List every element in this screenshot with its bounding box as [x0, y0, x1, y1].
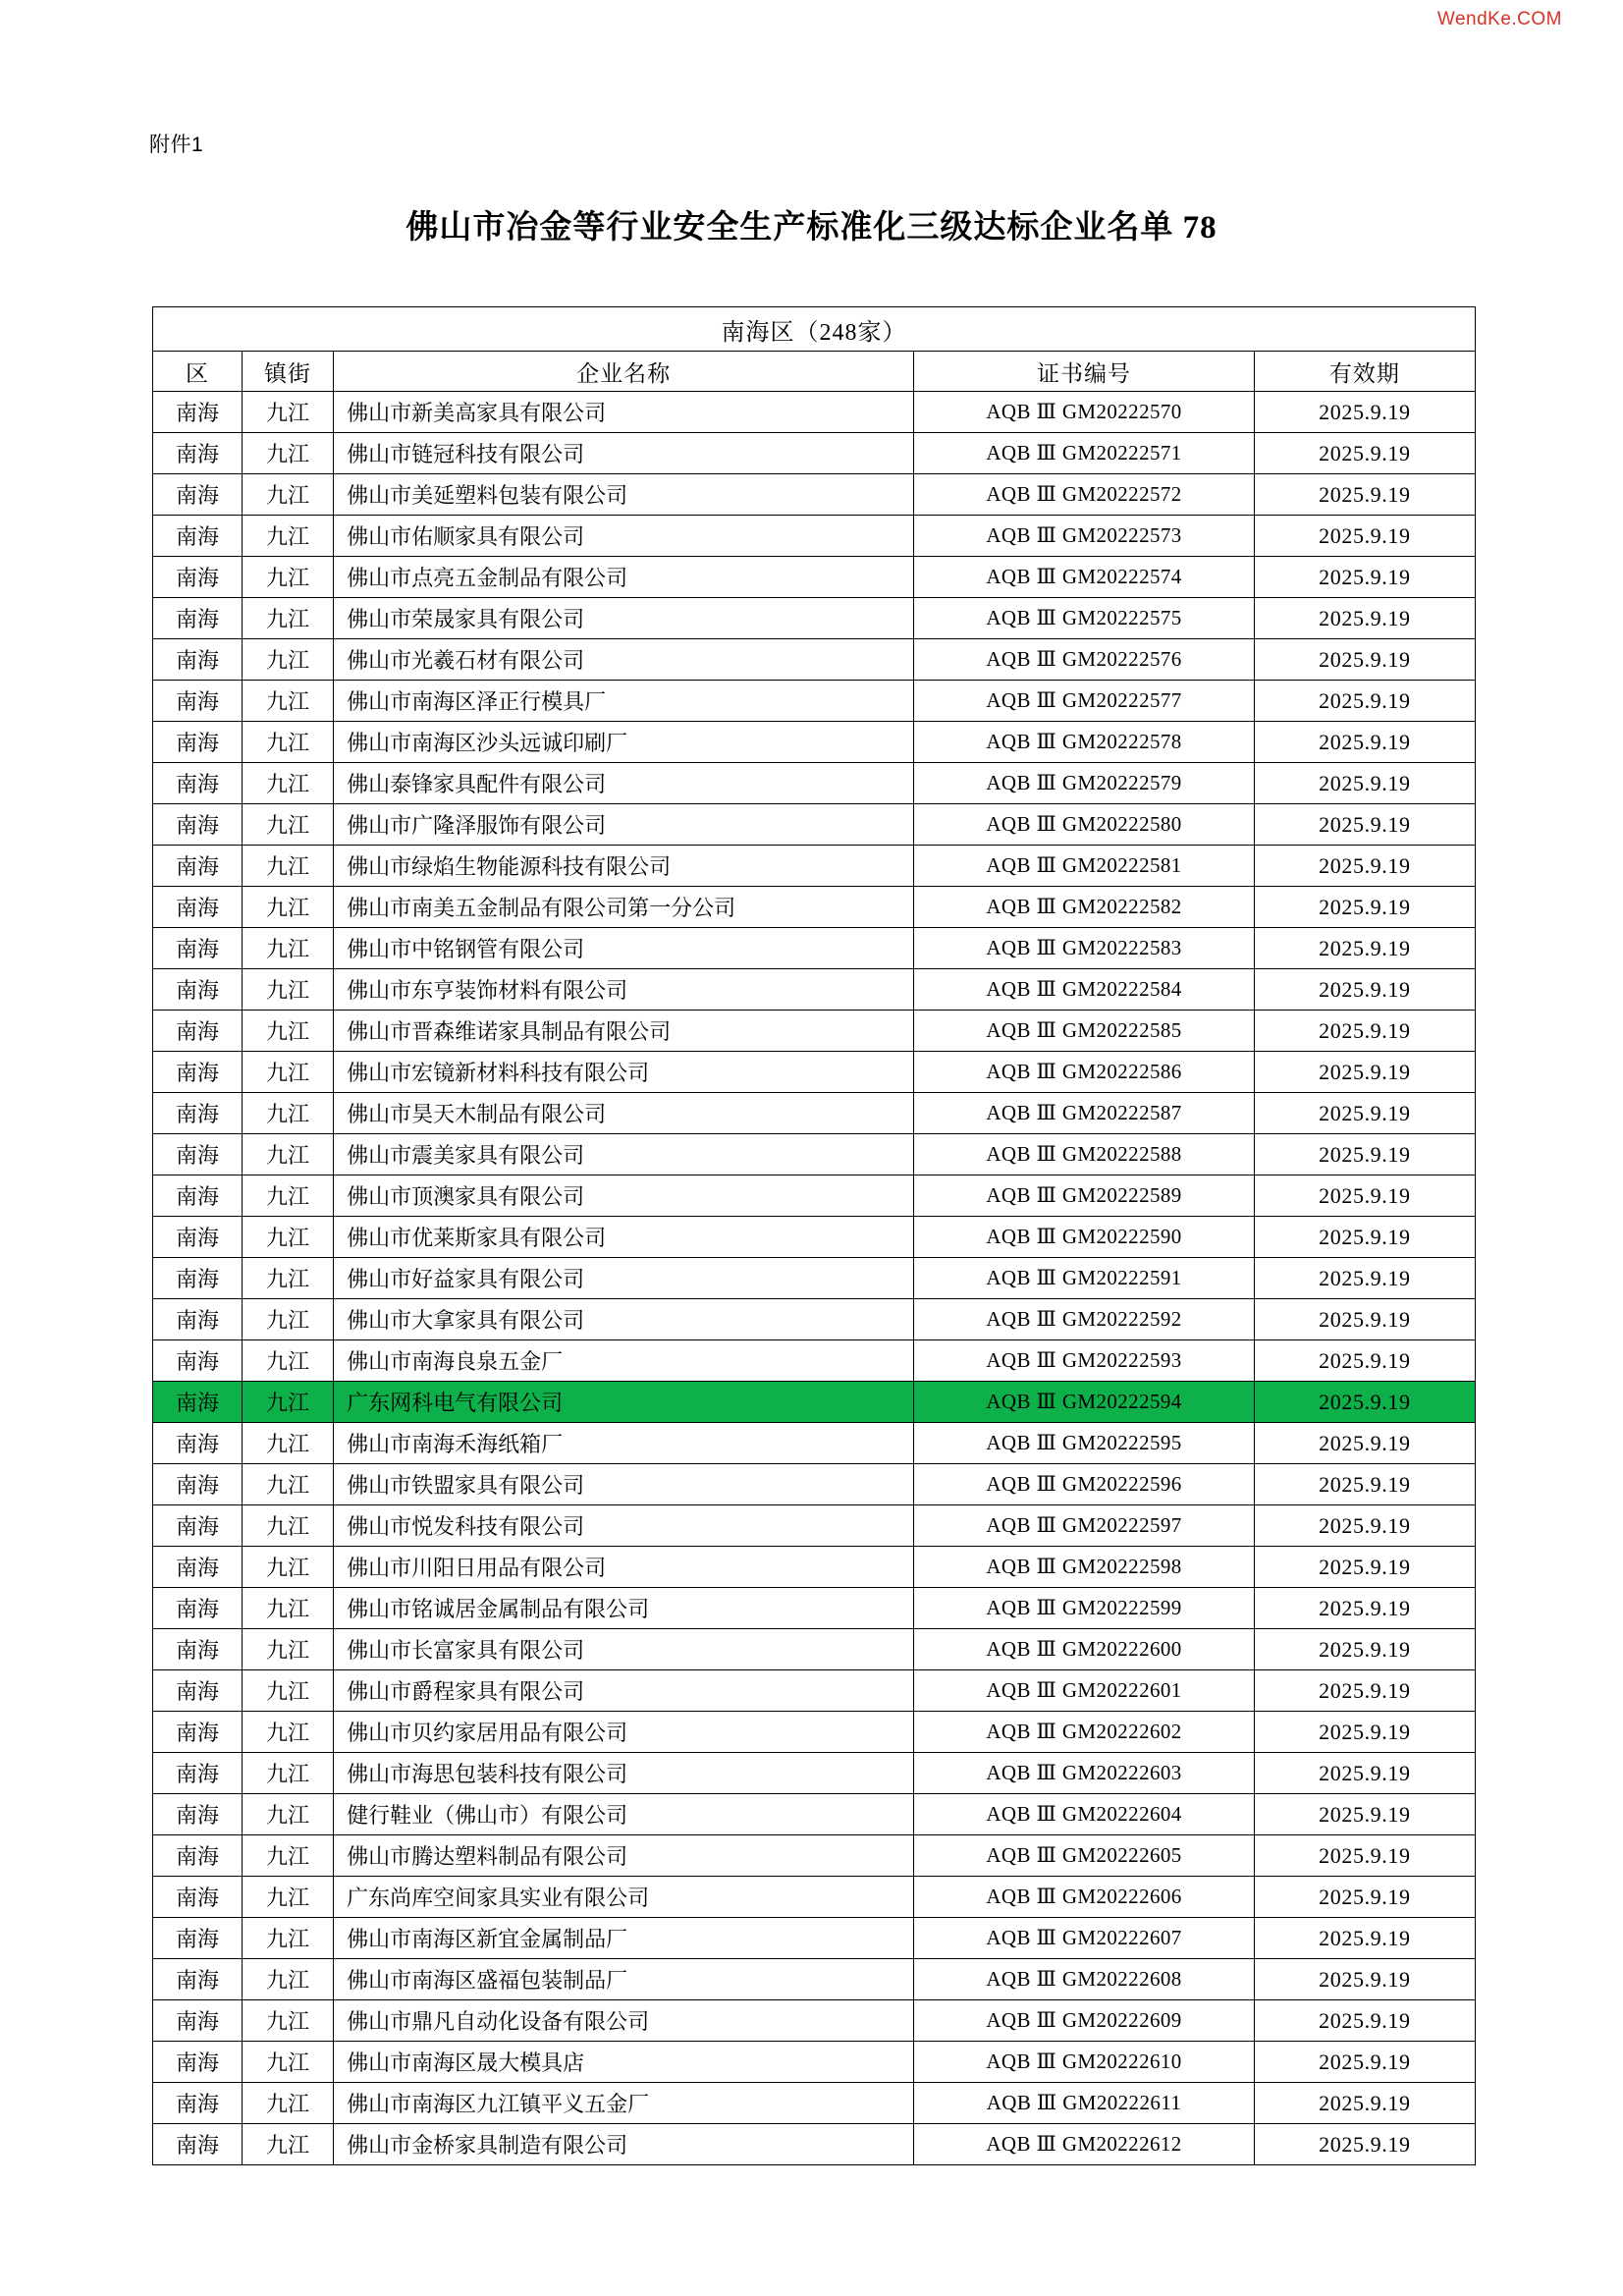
cell-certificate: AQB Ⅲ GM20222592 — [914, 1299, 1254, 1340]
cell-validity: 2025.9.19 — [1254, 639, 1475, 681]
cell-district: 南海 — [153, 1629, 243, 1670]
cell-certificate: AQB Ⅲ GM20222573 — [914, 516, 1254, 557]
cell-town: 九江 — [242, 2000, 333, 2042]
cell-validity: 2025.9.19 — [1254, 969, 1475, 1011]
cell-certificate: AQB Ⅲ GM20222575 — [914, 598, 1254, 639]
table-row — [153, 1340, 1476, 1382]
cell-company: 广东网科电气有限公司 — [334, 1382, 914, 1423]
cell-town: 九江 — [242, 887, 333, 928]
cell-district: 南海 — [153, 1217, 243, 1258]
cell-town: 九江 — [242, 1835, 333, 1877]
table-row — [153, 1629, 1476, 1670]
cell-district: 南海 — [153, 1794, 243, 1835]
cell-town: 九江 — [242, 1340, 333, 1382]
table-body — [153, 392, 1476, 2165]
cell-district: 南海 — [153, 433, 243, 474]
cell-company: 佛山市海思包装科技有限公司 — [334, 1753, 914, 1794]
cell-district: 南海 — [153, 1835, 243, 1877]
cell-validity: 2025.9.19 — [1254, 928, 1475, 969]
cell-town: 九江 — [242, 1629, 333, 1670]
cell-company: 佛山市南海区新宜金属制品厂 — [334, 1918, 914, 1959]
cell-certificate: AQB Ⅲ GM20222600 — [914, 1629, 1254, 1670]
table-row — [153, 1299, 1476, 1340]
cell-validity: 2025.9.19 — [1254, 433, 1475, 474]
cell-district: 南海 — [153, 1423, 243, 1464]
cell-company: 佛山市东亨装饰材料有限公司 — [334, 969, 914, 1011]
cell-town: 九江 — [242, 1175, 333, 1217]
cell-town: 九江 — [242, 433, 333, 474]
cell-district: 南海 — [153, 2124, 243, 2165]
cell-company: 佛山市爵程家具有限公司 — [334, 1670, 914, 1712]
cell-certificate: AQB Ⅲ GM20222574 — [914, 557, 1254, 598]
cell-town: 九江 — [242, 1217, 333, 1258]
cell-district: 南海 — [153, 516, 243, 557]
table-row — [153, 1505, 1476, 1547]
table-row — [153, 2042, 1476, 2083]
cell-town: 九江 — [242, 1712, 333, 1753]
page-title: 佛山市冶金等行业安全生产标准化三级达标企业名单 78 — [406, 210, 1217, 246]
table-row — [153, 639, 1476, 681]
cell-certificate: AQB Ⅲ GM20222578 — [914, 722, 1254, 763]
cell-town: 九江 — [242, 722, 333, 763]
table-row — [153, 1753, 1476, 1794]
cell-company: 佛山市中铭钢管有限公司 — [334, 928, 914, 969]
cell-certificate: AQB Ⅲ GM20222571 — [914, 433, 1254, 474]
cell-company: 佛山市金桥家具制造有限公司 — [334, 2124, 914, 2165]
cell-town: 九江 — [242, 763, 333, 804]
cell-town: 九江 — [242, 2124, 333, 2165]
cell-certificate: AQB Ⅲ GM20222589 — [914, 1175, 1254, 1217]
cell-town: 九江 — [242, 474, 333, 516]
cell-validity: 2025.9.19 — [1254, 846, 1475, 887]
cell-company: 佛山市佑顺家具有限公司 — [334, 516, 914, 557]
cell-district: 南海 — [153, 2000, 243, 2042]
table-row — [153, 1134, 1476, 1175]
cell-district: 南海 — [153, 969, 243, 1011]
cell-company: 佛山市南美五金制品有限公司第一分公司 — [334, 887, 914, 928]
cell-validity: 2025.9.19 — [1254, 1175, 1475, 1217]
cell-company: 佛山市新美高家具有限公司 — [334, 392, 914, 433]
table-row — [153, 1052, 1476, 1093]
cell-district: 南海 — [153, 1382, 243, 1423]
table-row — [153, 804, 1476, 846]
cell-certificate: AQB Ⅲ GM20222593 — [914, 1340, 1254, 1382]
column-header-certificate: 证书编号 — [914, 352, 1254, 392]
cell-company: 佛山市南海区沙头远诚印刷厂 — [334, 722, 914, 763]
cell-district: 南海 — [153, 2083, 243, 2124]
cell-company: 佛山市川阳日用品有限公司 — [334, 1547, 914, 1588]
cell-district: 南海 — [153, 722, 243, 763]
cell-validity: 2025.9.19 — [1254, 1753, 1475, 1794]
cell-district: 南海 — [153, 1093, 243, 1134]
cell-company: 佛山市广隆泽服饰有限公司 — [334, 804, 914, 846]
cell-validity: 2025.9.19 — [1254, 2083, 1475, 2124]
cell-town: 九江 — [242, 1299, 333, 1340]
table-row — [153, 2124, 1476, 2165]
cell-town: 九江 — [242, 2083, 333, 2124]
cell-town: 九江 — [242, 1505, 333, 1547]
cell-validity: 2025.9.19 — [1254, 804, 1475, 846]
cell-district: 南海 — [153, 846, 243, 887]
cell-certificate: AQB Ⅲ GM20222601 — [914, 1670, 1254, 1712]
cell-validity: 2025.9.19 — [1254, 516, 1475, 557]
cell-town: 九江 — [242, 928, 333, 969]
table-row — [153, 557, 1476, 598]
cell-certificate: AQB Ⅲ GM20222576 — [914, 639, 1254, 681]
cell-town: 九江 — [242, 1918, 333, 1959]
table-row — [153, 1588, 1476, 1629]
table-row — [153, 1918, 1476, 1959]
cell-town: 九江 — [242, 2042, 333, 2083]
cell-company: 佛山市光羲石材有限公司 — [334, 639, 914, 681]
cell-town: 九江 — [242, 557, 333, 598]
cell-district: 南海 — [153, 928, 243, 969]
table-row — [153, 516, 1476, 557]
cell-validity: 2025.9.19 — [1254, 1052, 1475, 1093]
cell-certificate: AQB Ⅲ GM20222572 — [914, 474, 1254, 516]
cell-district: 南海 — [153, 1464, 243, 1505]
cell-validity: 2025.9.19 — [1254, 681, 1475, 722]
cell-town: 九江 — [242, 1382, 333, 1423]
cell-company: 佛山市美延塑料包装有限公司 — [334, 474, 914, 516]
cell-company: 佛山市悦发科技有限公司 — [334, 1505, 914, 1547]
table-row — [153, 1670, 1476, 1712]
table-row — [153, 392, 1476, 433]
table-column-header-row — [153, 352, 1476, 392]
cell-company: 佛山市优莱斯家具有限公司 — [334, 1217, 914, 1258]
cell-town: 九江 — [242, 1588, 333, 1629]
table-row — [153, 763, 1476, 804]
cell-district: 南海 — [153, 1753, 243, 1794]
cell-district: 南海 — [153, 2042, 243, 2083]
cell-validity: 2025.9.19 — [1254, 392, 1475, 433]
table-row — [153, 1464, 1476, 1505]
table-row — [153, 598, 1476, 639]
cell-certificate: AQB Ⅲ GM20222603 — [914, 1753, 1254, 1794]
cell-district: 南海 — [153, 804, 243, 846]
cell-company: 佛山市绿焰生物能源科技有限公司 — [334, 846, 914, 887]
cell-district: 南海 — [153, 1712, 243, 1753]
cell-town: 九江 — [242, 1258, 333, 1299]
cell-validity: 2025.9.19 — [1254, 1093, 1475, 1134]
table-row — [153, 1258, 1476, 1299]
cell-certificate: AQB Ⅲ GM20222570 — [914, 392, 1254, 433]
table-row — [153, 1423, 1476, 1464]
cell-company: 佛山市好益家具有限公司 — [334, 1258, 914, 1299]
cell-certificate: AQB Ⅲ GM20222595 — [914, 1423, 1254, 1464]
enterprise-list-table — [152, 306, 1476, 2165]
cell-certificate: AQB Ⅲ GM20222583 — [914, 928, 1254, 969]
cell-town: 九江 — [242, 1134, 333, 1175]
cell-certificate: AQB Ⅲ GM20222604 — [914, 1794, 1254, 1835]
cell-validity: 2025.9.19 — [1254, 722, 1475, 763]
enterprise-list-table-wrapper — [152, 306, 1476, 2165]
cell-town: 九江 — [242, 1464, 333, 1505]
cell-district: 南海 — [153, 1918, 243, 1959]
column-header-validity: 有效期 — [1254, 352, 1475, 392]
table-row — [153, 722, 1476, 763]
cell-company: 佛山市顶澳家具有限公司 — [334, 1175, 914, 1217]
cell-company: 佛山市鼎凡自动化设备有限公司 — [334, 2000, 914, 2042]
cell-company: 佛山泰锋家具配件有限公司 — [334, 763, 914, 804]
watermark-text: WendKe.COM — [1436, 9, 1562, 29]
table-row — [153, 2000, 1476, 2042]
cell-validity: 2025.9.19 — [1254, 1877, 1475, 1918]
cell-town: 九江 — [242, 392, 333, 433]
cell-town: 九江 — [242, 639, 333, 681]
table-section-title: 南海区（248家） — [153, 307, 1476, 352]
cell-validity: 2025.9.19 — [1254, 2042, 1475, 2083]
cell-company: 佛山市震美家具有限公司 — [334, 1134, 914, 1175]
table-row — [153, 1794, 1476, 1835]
cell-district: 南海 — [153, 1547, 243, 1588]
cell-validity: 2025.9.19 — [1254, 1258, 1475, 1299]
cell-district: 南海 — [153, 1670, 243, 1712]
cell-company: 佛山市南海良泉五金厂 — [334, 1340, 914, 1382]
cell-certificate: AQB Ⅲ GM20222606 — [914, 1877, 1254, 1918]
cell-validity: 2025.9.19 — [1254, 1464, 1475, 1505]
cell-certificate: AQB Ⅲ GM20222586 — [914, 1052, 1254, 1093]
cell-certificate: AQB Ⅲ GM20222577 — [914, 681, 1254, 722]
cell-certificate: AQB Ⅲ GM20222598 — [914, 1547, 1254, 1588]
cell-certificate: AQB Ⅲ GM20222611 — [914, 2083, 1254, 2124]
cell-company: 健行鞋业（佛山市）有限公司 — [334, 1794, 914, 1835]
cell-certificate: AQB Ⅲ GM20222599 — [914, 1588, 1254, 1629]
cell-certificate: AQB Ⅲ GM20222581 — [914, 846, 1254, 887]
cell-validity: 2025.9.19 — [1254, 1423, 1475, 1464]
table-head — [153, 307, 1476, 392]
table-section-title-row — [153, 307, 1476, 352]
cell-validity: 2025.9.19 — [1254, 2000, 1475, 2042]
table-row — [153, 928, 1476, 969]
cell-district: 南海 — [153, 1877, 243, 1918]
cell-company: 佛山市贝约家居用品有限公司 — [334, 1712, 914, 1753]
cell-town: 九江 — [242, 846, 333, 887]
cell-validity: 2025.9.19 — [1254, 1299, 1475, 1340]
cell-validity: 2025.9.19 — [1254, 1505, 1475, 1547]
table-row — [153, 1547, 1476, 1588]
cell-town: 九江 — [242, 516, 333, 557]
cell-validity: 2025.9.19 — [1254, 763, 1475, 804]
cell-validity: 2025.9.19 — [1254, 2124, 1475, 2165]
cell-town: 九江 — [242, 1877, 333, 1918]
cell-company: 佛山市链冠科技有限公司 — [334, 433, 914, 474]
table-row — [153, 1217, 1476, 1258]
cell-town: 九江 — [242, 681, 333, 722]
column-header-district: 区 — [153, 352, 243, 392]
table-row — [153, 433, 1476, 474]
cell-company: 佛山市铭诚居金属制品有限公司 — [334, 1588, 914, 1629]
cell-company: 佛山市点亮五金制品有限公司 — [334, 557, 914, 598]
cell-certificate: AQB Ⅲ GM20222584 — [914, 969, 1254, 1011]
table-row — [153, 969, 1476, 1011]
cell-validity: 2025.9.19 — [1254, 1547, 1475, 1588]
table-row — [153, 1877, 1476, 1918]
cell-district: 南海 — [153, 1011, 243, 1052]
table-row — [153, 1011, 1476, 1052]
cell-validity: 2025.9.19 — [1254, 1794, 1475, 1835]
cell-town: 九江 — [242, 1093, 333, 1134]
cell-district: 南海 — [153, 1299, 243, 1340]
cell-validity: 2025.9.19 — [1254, 1588, 1475, 1629]
cell-validity: 2025.9.19 — [1254, 1011, 1475, 1052]
cell-district: 南海 — [153, 1505, 243, 1547]
cell-certificate: AQB Ⅲ GM20222608 — [914, 1959, 1254, 2000]
cell-district: 南海 — [153, 1052, 243, 1093]
cell-validity: 2025.9.19 — [1254, 1629, 1475, 1670]
cell-validity: 2025.9.19 — [1254, 1134, 1475, 1175]
cell-district: 南海 — [153, 474, 243, 516]
cell-certificate: AQB Ⅲ GM20222582 — [914, 887, 1254, 928]
cell-district: 南海 — [153, 1340, 243, 1382]
cell-company: 佛山市荣晟家具有限公司 — [334, 598, 914, 639]
cell-district: 南海 — [153, 887, 243, 928]
cell-town: 九江 — [242, 804, 333, 846]
cell-company: 广东尚库空间家具实业有限公司 — [334, 1877, 914, 1918]
table-row — [153, 1959, 1476, 2000]
table-row — [153, 1175, 1476, 1217]
table-row — [153, 474, 1476, 516]
cell-company: 佛山市南海禾海纸箱厂 — [334, 1423, 914, 1464]
cell-validity: 2025.9.19 — [1254, 1217, 1475, 1258]
cell-town: 九江 — [242, 1423, 333, 1464]
cell-town: 九江 — [242, 1959, 333, 2000]
cell-district: 南海 — [153, 392, 243, 433]
table-row — [153, 1712, 1476, 1753]
cell-district: 南海 — [153, 763, 243, 804]
cell-town: 九江 — [242, 1794, 333, 1835]
cell-company: 佛山市昊天木制品有限公司 — [334, 1093, 914, 1134]
cell-certificate: AQB Ⅲ GM20222579 — [914, 763, 1254, 804]
cell-town: 九江 — [242, 1670, 333, 1712]
cell-district: 南海 — [153, 1588, 243, 1629]
cell-certificate: AQB Ⅲ GM20222580 — [914, 804, 1254, 846]
cell-validity: 2025.9.19 — [1254, 598, 1475, 639]
cell-town: 九江 — [242, 1547, 333, 1588]
table-row — [153, 846, 1476, 887]
cell-district: 南海 — [153, 681, 243, 722]
cell-validity: 2025.9.19 — [1254, 1918, 1475, 1959]
cell-company: 佛山市南海区晟大模具店 — [334, 2042, 914, 2083]
cell-town: 九江 — [242, 1753, 333, 1794]
cell-district: 南海 — [153, 1175, 243, 1217]
cell-district: 南海 — [153, 557, 243, 598]
column-header-town: 镇街 — [242, 352, 333, 392]
cell-validity: 2025.9.19 — [1254, 1382, 1475, 1423]
cell-district: 南海 — [153, 1959, 243, 2000]
cell-town: 九江 — [242, 1052, 333, 1093]
cell-town: 九江 — [242, 969, 333, 1011]
cell-district: 南海 — [153, 598, 243, 639]
cell-validity: 2025.9.19 — [1254, 1670, 1475, 1712]
cell-certificate: AQB Ⅲ GM20222596 — [914, 1464, 1254, 1505]
cell-certificate: AQB Ⅲ GM20222590 — [914, 1217, 1254, 1258]
cell-certificate: AQB Ⅲ GM20222588 — [914, 1134, 1254, 1175]
cell-company: 佛山市大拿家具有限公司 — [334, 1299, 914, 1340]
cell-validity: 2025.9.19 — [1254, 474, 1475, 516]
cell-certificate: AQB Ⅲ GM20222587 — [914, 1093, 1254, 1134]
cell-validity: 2025.9.19 — [1254, 1712, 1475, 1753]
cell-company: 佛山市腾达塑料制品有限公司 — [334, 1835, 914, 1877]
cell-certificate: AQB Ⅲ GM20222609 — [914, 2000, 1254, 2042]
cell-certificate: AQB Ⅲ GM20222597 — [914, 1505, 1254, 1547]
cell-company: 佛山市南海区盛福包装制品厂 — [334, 1959, 914, 2000]
table-row — [153, 1382, 1476, 1423]
cell-company: 佛山市晋森维诺家具制品有限公司 — [334, 1011, 914, 1052]
cell-certificate: AQB Ⅲ GM20222607 — [914, 1918, 1254, 1959]
cell-validity: 2025.9.19 — [1254, 1340, 1475, 1382]
table-row — [153, 1093, 1476, 1134]
cell-company: 佛山市长富家具有限公司 — [334, 1629, 914, 1670]
attachment-label: 附件1 — [149, 134, 204, 156]
cell-validity: 2025.9.19 — [1254, 887, 1475, 928]
cell-certificate: AQB Ⅲ GM20222585 — [914, 1011, 1254, 1052]
cell-town: 九江 — [242, 1011, 333, 1052]
cell-validity: 2025.9.19 — [1254, 1835, 1475, 1877]
cell-certificate: AQB Ⅲ GM20222591 — [914, 1258, 1254, 1299]
cell-certificate: AQB Ⅲ GM20222612 — [914, 2124, 1254, 2165]
cell-company: 佛山市铁盟家具有限公司 — [334, 1464, 914, 1505]
table-row — [153, 681, 1476, 722]
table-row — [153, 2083, 1476, 2124]
cell-certificate: AQB Ⅲ GM20222605 — [914, 1835, 1254, 1877]
cell-certificate: AQB Ⅲ GM20222594 — [914, 1382, 1254, 1423]
cell-company: 佛山市宏镜新材料科技有限公司 — [334, 1052, 914, 1093]
cell-company: 佛山市南海区九江镇平义五金厂 — [334, 2083, 914, 2124]
cell-town: 九江 — [242, 598, 333, 639]
cell-validity: 2025.9.19 — [1254, 1959, 1475, 2000]
cell-district: 南海 — [153, 639, 243, 681]
cell-company: 佛山市南海区泽正行模具厂 — [334, 681, 914, 722]
table-row — [153, 1835, 1476, 1877]
cell-certificate: AQB Ⅲ GM20222602 — [914, 1712, 1254, 1753]
cell-district: 南海 — [153, 1134, 243, 1175]
cell-district: 南海 — [153, 1258, 243, 1299]
cell-validity: 2025.9.19 — [1254, 557, 1475, 598]
table-row — [153, 887, 1476, 928]
cell-certificate: AQB Ⅲ GM20222610 — [914, 2042, 1254, 2083]
column-header-company: 企业名称 — [334, 352, 914, 392]
